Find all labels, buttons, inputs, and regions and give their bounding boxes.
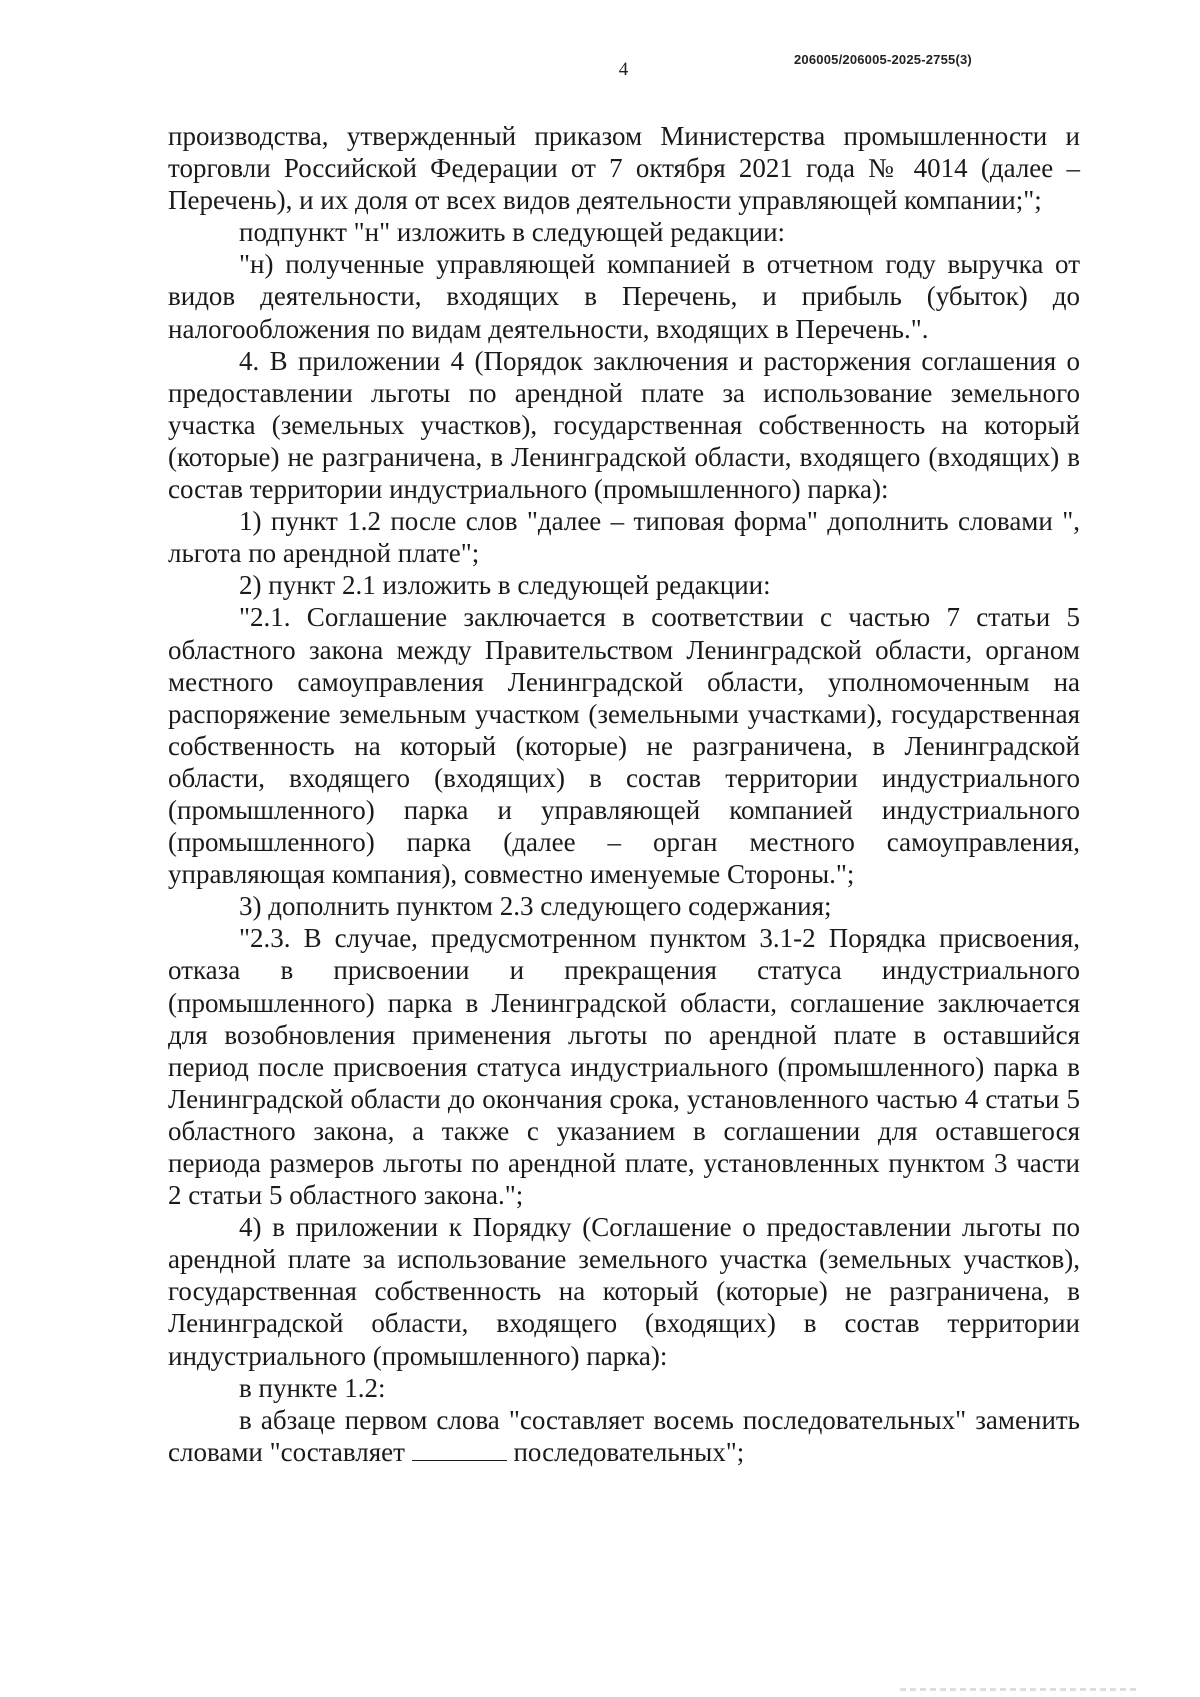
paragraph-subitem-n-intro: подпункт "н" изложить в следующей редакции: xyxy=(239,217,786,248)
paragraph-item-4: 4. В приложении 4 (Порядок заключения и расторжения соглашения о предоставлении льготы по арендной плате за использование земельного участка (земельных участков), государственная собственность на который (которые) не разграничена, в Ленинградской области, входящего (входящих) в состав территории индустриального (промышленного) парка): xyxy=(168,345,1080,505)
paragraph-clause-2-3: "2.3. В случае, предусмотренном пунктом 3.1-2 Порядка присвоения, отказа в присвоении и прекращения статуса индустриального (промышленного) парка в Ленинградской области, соглашение заключается для возобновления применения льготы по арендной плате в оставшийся период после присвоения статуса индустриального (промышленного) парка в Ленинградской области до окончания срока, установленного частью 4 статьи 5 областного закона, а также с указанием в соглашении для оставшегося периода размеров льготы по арендной плате, установленных пунктом 3 части 2 статьи 5 областного закона."; xyxy=(168,923,1080,1211)
replacement-text-after: последовательных"; xyxy=(506,1436,745,1467)
paragraph-clause-2-1: "2.1. Соглашение заключается в соответствии с частью 7 статьи 5 областного закона между Правительством Ленинградской области, органом местного самоуправления Ленинградской области, уполномоченным на распоряжение земельным участком (земельными участками), государственная собственность на который (которые) не разграничена, в Ленинградской области, входящего (входящих) в состав территории индустриального (промышленного) парка и управляющей компанией индустриального (промышленного) парка (далее – орган местного самоуправления, управляющая компания), совместно именуемые Стороны."; xyxy=(168,602,1080,890)
paragraph-clause-1-2-intro: в пункте 1.2: xyxy=(239,1372,386,1403)
paragraph-item-4-2: 2) пункт 2.1 изложить в следующей редакции: xyxy=(239,570,771,601)
page-number: 4 xyxy=(618,59,629,80)
paragraph-replacement xyxy=(168,1404,1080,1468)
document-registration-number: 206005/206005-2025-2755(3) xyxy=(794,52,972,67)
paragraph-item-4-1: 1) пункт 1.2 после слов "далее – типовая форма" дополнить словами ", льгота по арендной плате"; xyxy=(168,506,1080,569)
paragraph-item-4-3: 3) дополнить пунктом 2.3 следующего содержания; xyxy=(239,891,832,922)
document-body xyxy=(168,120,1080,1468)
scan-artifact xyxy=(900,1688,1140,1691)
blank-fill-field xyxy=(412,1438,507,1461)
paragraph-continuation: производства, утвержденный приказом Министерства промышленности и торговли Российской Федерации от 7 октября 2021 года № 4014 (далее – Перечень), и их доля от всех видов деятельности управляющей компании;"; xyxy=(168,121,1080,216)
paragraph-item-4-4: 4) в приложении к Порядку (Соглашение о предоставлении льготы по арендной плате за использование земельного участка (земельных участков), государственная собственность на который (которые) не разграничена, в Ленинградской области, входящего (входящих) в состав территории индустриального (промышленного) парка): xyxy=(168,1212,1080,1371)
replacement-text-before: в абзаце первом слова "составляет восемь последовательных" заменить словами "составляет xyxy=(168,1404,1080,1467)
paragraph-subitem-n-text: "н) полученные управляющей компанией в отчетном году выручка от видов деятельности, входящих в Перечень, и прибыль (убыток) до налогообложения по видам деятельности, входящих в Перечень.". xyxy=(168,249,1080,344)
